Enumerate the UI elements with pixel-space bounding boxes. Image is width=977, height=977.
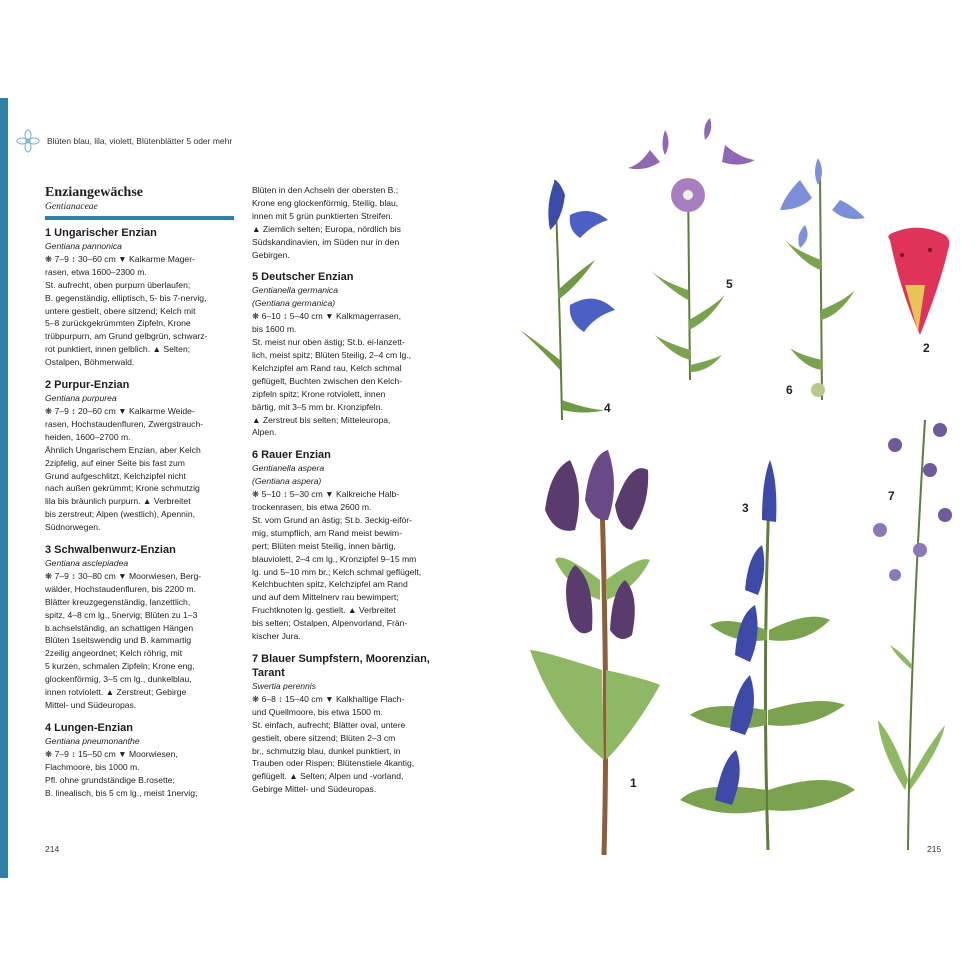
page-edge-bar [0, 98, 8, 878]
text-line: spitz, 4–8 cm lg., 5nervig; Blüten zu 1–3 [45, 609, 198, 620]
plant-2-illustration [888, 228, 949, 335]
text-line: geflügelt. ▲ Selten; Alpen und -vorland, [252, 771, 404, 782]
species-latin: Gentianella germanica [252, 285, 338, 296]
text-line: ❋ 7–9 ↕ 30–80 cm ▼ Moorwiesen, Berg- [45, 570, 202, 581]
chapter-header [15, 128, 232, 154]
text-line: untere gestielt, obere sitzend; Kelch mit [45, 305, 196, 316]
species-entry [45, 721, 237, 800]
text-line: und auf dem Mittelnerv rau bewimpert; [252, 592, 399, 603]
text-line: Ostalpen, Böhmerwald. [45, 357, 135, 368]
text-line: heiden, 1600–2700 m. [45, 431, 131, 442]
text-line: ▲ Zerstreut bis selten; Mitteleuropa, [252, 414, 391, 425]
figure-label-7: 7 [888, 489, 895, 503]
text-column-middle [252, 184, 444, 805]
species-entry [252, 448, 444, 643]
text-line: lila bis bräunlich purpurn. ▲ Verbreitet [45, 496, 191, 507]
species-latin: Gentiana pneumonanthe [45, 735, 140, 746]
text-line: gestielt, obere sitzend; Blüten 2–3 cm [252, 732, 396, 743]
text-line: lg. und 5–10 mm br.; Kelch schmal geflügelt, [252, 566, 422, 577]
figure-label-5: 5 [726, 277, 733, 291]
text-line: Ähnlich Ungarischem Enzian, aber Kelch [45, 444, 201, 455]
text-line: B. linealisch, bis 5 cm lg., meist 1nervig; [45, 787, 198, 798]
family-title: Enziangewächse [45, 185, 143, 200]
text-line: Pfl. ohne grundständige B.rosette; [45, 774, 175, 785]
species-latin-synonym: (Gentiana aspera) [252, 476, 322, 487]
text-line: ❋ 5–10 ↕ 5–30 cm ▼ Kalkreiche Halb- [252, 489, 400, 500]
text-line: St. aufrecht, oben purpurn überlaufen; [45, 279, 191, 290]
text-line: ❋ 6–8 ↕ 15–40 cm ▼ Kalkhaltige Flach- [252, 693, 405, 704]
text-line: Gebirgen. [252, 249, 290, 260]
text-line: 5–8 zurückgekrümmten Zipfeln, Krone [45, 318, 191, 329]
plant-3-illustration [680, 460, 855, 850]
text-line: ❋ 7–9 ↕ 15–50 cm ▼ Moorwiesen, [45, 748, 178, 759]
text-line: und Quellmoore, bis etwa 1500 m. [252, 706, 383, 717]
page-number-right: 215 [927, 844, 942, 854]
plant-1-illustration [530, 450, 660, 855]
plant-5-illustration [628, 118, 755, 380]
text-line: kischer Jura. [252, 631, 301, 642]
text-line: B. gegenständig, elliptisch, 5- bis 7-nervig, [45, 292, 207, 303]
text-line: rot punktiert, innen gelblich. ▲ Selten; [45, 344, 191, 355]
species-title: 5 Deutscher Enzian [252, 271, 354, 284]
text-line: Südskandinavien, im Süden nur in den [252, 236, 400, 247]
text-line: pert; Blüten meist 5teilig, innen bärtig, [252, 540, 396, 551]
text-line: Südnorwegen. [45, 522, 101, 533]
text-line: geflügelt, Buchten zwischen den Kelch- [252, 375, 403, 386]
figure-label-2: 2 [923, 341, 930, 355]
text-line: Gebirge Mittel- und Südeuropas. [252, 784, 377, 795]
page-number-left: 214 [45, 844, 60, 854]
text-line: 2zeilig angeordnet; Kelch röhrig, mit [45, 648, 183, 659]
continued-text [252, 184, 444, 261]
text-line: Krone eng glockenförmig, 5teilig, blau, [252, 197, 399, 208]
text-line: Kelchzipfel am Rand rau, Kelch schmal [252, 362, 402, 373]
text-line: 5 kurzen, schmalen Zipfeln; Krone eng, [45, 661, 195, 672]
text-line: glockenförmig, 3–5 cm lg., dunkelblau, [45, 674, 192, 685]
text-line: rasen, Hochstaudenfluren, Zwergstrauch- [45, 418, 204, 429]
flower-outline-icon [15, 128, 41, 154]
species-title: 2 Purpur-Enzian [45, 379, 130, 392]
plant-4-illustration [520, 180, 615, 420]
text-line: Blüten in den Achseln der obersten B.; [252, 185, 399, 195]
text-line: trübpurpurn, am Grund gelbgrün, schwarz- [45, 331, 208, 342]
text-line: innen rotviolett. ▲ Zerstreut; Gebirge [45, 687, 187, 698]
text-line: St. einfach, aufrecht; Blätter oval, untere [252, 719, 406, 730]
figure-label-1: 1 [630, 776, 637, 790]
text-line: trockenrasen, bis etwa 2600 m. [252, 502, 372, 513]
text-line: lich, meist spitz; Blüten 5teilig, 2–4 cm lg., [252, 349, 412, 360]
text-line: rasen, etwa 1600–2300 m. [45, 266, 147, 277]
text-line: innen mit 5 grün punktierten Streifen. [252, 210, 393, 221]
species-entry [45, 543, 237, 712]
text-line: St. vom Grund an ästig; St.b. 3eckig-eiför- [252, 514, 413, 525]
species-latin: Gentianella aspera [252, 463, 325, 474]
botanical-illustrations [500, 110, 977, 870]
species-title: 3 Schwalbenwurz-Enzian [45, 544, 176, 557]
text-line: Mittel- und Südeuropas. [45, 700, 137, 710]
text-line: Kelchbuchten spitz, Kelchzipfel am Rand [252, 579, 408, 590]
text-line: 2zipfelig, auf einer Seite bis fast zum [45, 457, 185, 468]
text-line: St. meist nur oben ästig; St.b. ei-lanzett- [252, 337, 405, 348]
species-title: 6 Rauer Enzian [252, 449, 331, 462]
text-line: nach außen gekrümmt; Krone schmutzig [45, 483, 200, 494]
text-line: Trauben oder Rispen; Blütenstiele 4kantig, [252, 758, 415, 769]
species-entry [252, 652, 444, 796]
text-line: Alpen. [252, 427, 277, 438]
text-line: Flachmoore, bis 1000 m. [45, 761, 140, 772]
plant-6-illustration [780, 158, 865, 400]
text-line: ❋ 7–9 ↕ 20–60 cm ▼ Kalkarme Weide- [45, 405, 195, 416]
text-line: Blätter kreuzgegenständig, lanzettlich, [45, 596, 191, 607]
text-line: blauviolett, 2–4 cm lg., Kronzipfel 9–15 mm [252, 553, 417, 564]
text-line: ▲ Ziemlich selten; Europa, nördlich bis [252, 223, 401, 234]
text-line: Blüten 1seitswendig und B. kammartig [45, 635, 192, 646]
text-line: br., schmutzig blau, dunkel punktiert, in [252, 745, 401, 756]
text-line: bis zerstreut; Alpen (westlich), Apennin, [45, 509, 195, 520]
species-title: 1 Ungarischer Enzian [45, 227, 157, 239]
species-title: 4 Lungen-Enzian [45, 721, 133, 734]
text-line: bis 1600 m. [252, 324, 297, 335]
text-column-left [45, 184, 237, 808]
species-title: 7 Blauer Sumpfstern, Moorenzian, Tarant [252, 653, 430, 679]
text-line: Grund aufgeschlitzt, Kelchzipfel nicht [45, 470, 186, 481]
species-latin: Gentiana pannonica [45, 241, 122, 251]
species-latin: Swertia perennis [252, 681, 317, 691]
text-line: ❋ 7–9 ↕ 30–60 cm ▼ Kalkarme Mager- [45, 253, 195, 264]
section-rule [45, 216, 234, 220]
species-entry [45, 226, 237, 369]
species-entry [45, 378, 237, 534]
species-entry [252, 270, 444, 439]
family-latin: Gentianaceae [45, 202, 98, 212]
text-line: wälder, Hochstaudenfluren, bis 2200 m. [45, 583, 196, 594]
species-latin-synonym: (Gentiana germanica) [252, 298, 336, 309]
text-line: Fruchtknoten lg. gestielt. ▲ Verbreitet [252, 605, 396, 616]
text-line: mig, stumpflich, am Rand meist bewim- [252, 527, 402, 538]
text-line: b.achselständig, an schattigen Hängen [45, 622, 194, 633]
text-line: bärtig, mit 3–5 mm br. Kronzipfeln. [252, 401, 383, 412]
figure-label-4: 4 [604, 401, 611, 415]
figure-label-6: 6 [786, 383, 793, 397]
figure-label-3: 3 [742, 501, 749, 515]
text-line: ❋ 6–10 ↕ 5–40 cm ▼ Kalkmagerrasen, [252, 311, 401, 322]
text-line: bis selten; Ostalpen, Alpenvorland, Frän- [252, 618, 408, 629]
species-latin: Gentiana asclepiadea [45, 558, 129, 569]
species-latin: Gentiana purpurea [45, 393, 117, 404]
text-line: zipfeln spitz; Krone rotviolett, innen [252, 388, 386, 399]
chapter-header-text: Blüten blau, lila, violett, Blütenblätter 5 oder mehr [47, 136, 233, 146]
plant-7-illustration [873, 420, 952, 850]
